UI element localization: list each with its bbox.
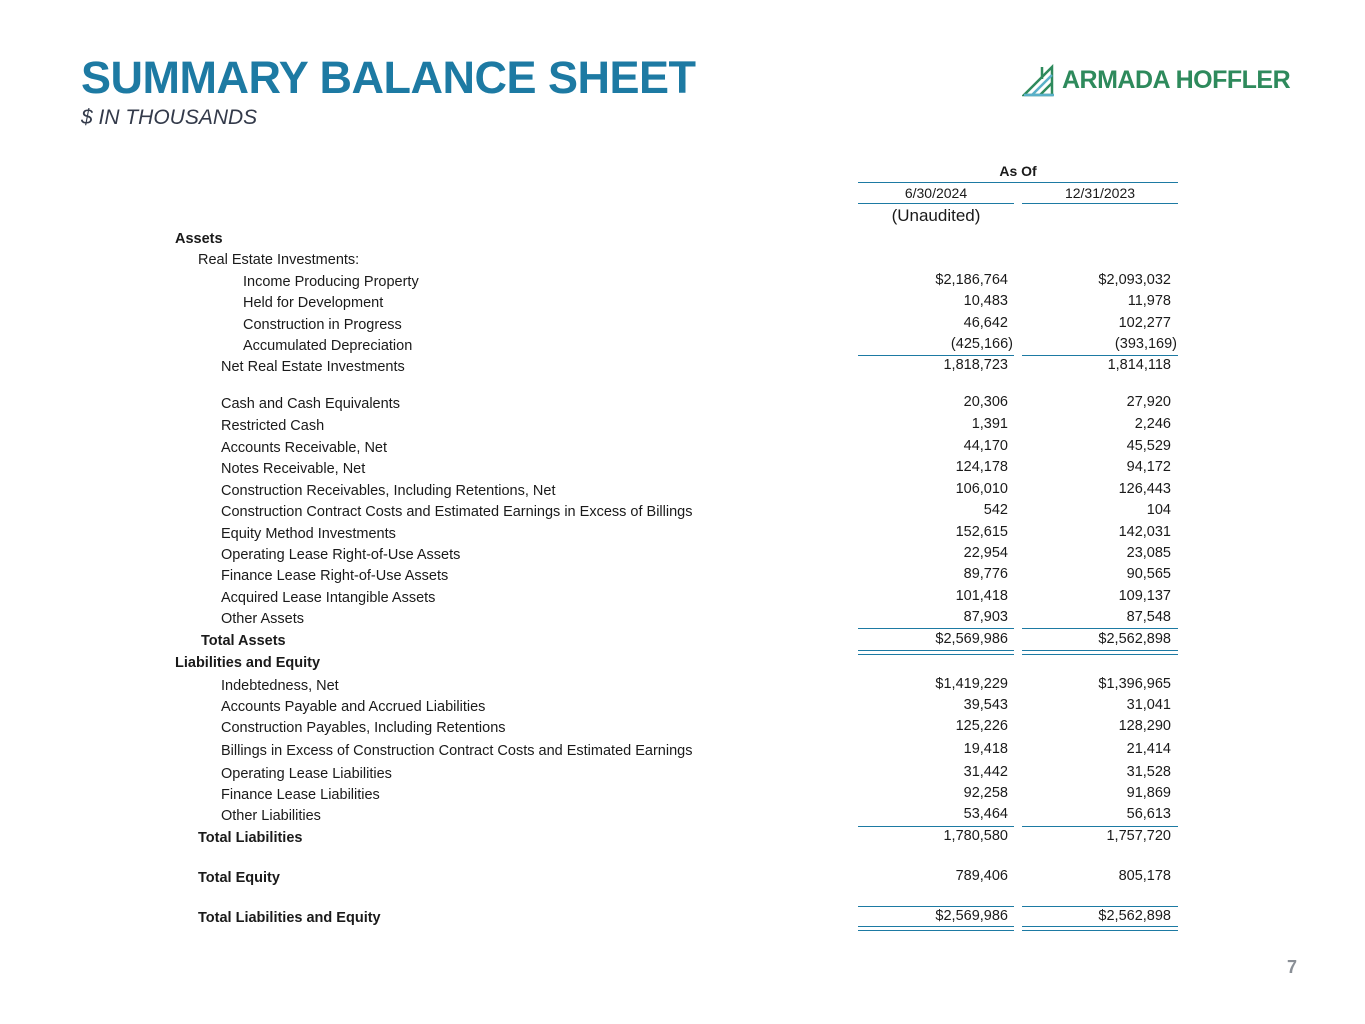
row-label: Accounts Payable and Accrued Liabilities	[221, 699, 486, 715]
column-header-date-2: 12/31/2023	[1064, 185, 1136, 201]
value-current: 46,642	[963, 315, 1008, 331]
value-current: 106,010	[955, 481, 1008, 497]
row-label: Accounts Receivable, Net	[221, 440, 388, 456]
row-label: Total Equity	[198, 870, 280, 886]
value-prior: 126,443	[1118, 481, 1171, 497]
table-row	[0, 830, 1365, 850]
value-current: 22,954	[963, 545, 1008, 561]
value-current: 39,543	[963, 697, 1008, 713]
row-label: Construction Receivables, Including Retentions, Net	[221, 483, 556, 499]
value-current: (425,166)	[950, 336, 1013, 352]
value-prior: 90,565	[1126, 566, 1171, 582]
row-label: Real Estate Investments:	[198, 252, 360, 268]
page-title: SUMMARY BALANCE SHEET	[81, 52, 696, 103]
total-double-rule	[858, 930, 1014, 931]
row-label: Finance Lease Liabilities	[221, 787, 380, 803]
value-current: 152,615	[955, 524, 1008, 540]
value-prior: 27,920	[1126, 394, 1171, 410]
row-label: Income Producing Property	[243, 274, 419, 290]
table-row	[0, 766, 1365, 786]
logo-text: ARMADA HOFFLER	[1062, 65, 1291, 94]
header-rule	[858, 182, 1178, 183]
row-label: Operating Lease Right-of-Use Assets	[221, 547, 461, 563]
page-number: 7	[1286, 957, 1297, 977]
total-double-rule	[858, 650, 1014, 651]
table-row	[0, 655, 1365, 675]
table-row	[0, 590, 1365, 610]
table-row	[0, 720, 1365, 740]
table-row	[0, 678, 1365, 698]
value-prior: 87,548	[1126, 609, 1171, 625]
row-label: Operating Lease Liabilities	[221, 766, 392, 782]
row-label: Total Liabilities	[198, 830, 303, 846]
table-row	[0, 317, 1365, 337]
header-rule-date-2	[1022, 203, 1178, 204]
row-label: Held for Development	[243, 295, 384, 311]
row-label: Assets	[175, 231, 223, 247]
value-current: 542	[983, 502, 1008, 518]
subtotal-rule	[1022, 826, 1178, 827]
table-row	[0, 568, 1365, 588]
value-current: 1,818,723	[943, 357, 1008, 373]
value-current: 44,170	[963, 438, 1008, 454]
row-label: Construction Payables, Including Retentions	[221, 720, 506, 736]
table-row	[0, 547, 1365, 567]
total-double-rule	[1022, 650, 1178, 651]
value-current: 89,776	[963, 566, 1008, 582]
total-double-rule	[1022, 926, 1178, 927]
row-label: Indebtedness, Net	[221, 678, 339, 694]
value-prior: 11,978	[1127, 293, 1171, 309]
row-label: Restricted Cash	[221, 418, 325, 434]
value-prior: 91,869	[1126, 785, 1171, 801]
table-row	[0, 787, 1365, 807]
value-prior: $2,093,032	[1098, 272, 1171, 288]
value-current: 53,464	[963, 806, 1008, 822]
value-prior: (393,169)	[1114, 336, 1177, 352]
row-label: Notes Receivable, Net	[221, 461, 366, 477]
value-current: $1,419,229	[935, 676, 1008, 692]
value-current: 92,258	[963, 785, 1008, 801]
value-current: 1,780,580	[943, 828, 1008, 844]
table-row	[0, 483, 1365, 503]
table-row	[0, 699, 1365, 719]
row-label: Accumulated Depreciation	[243, 338, 413, 354]
value-prior: 1,814,118	[1107, 357, 1171, 373]
value-current: 10,483	[963, 293, 1008, 309]
table-row	[0, 295, 1365, 315]
total-double-rule	[858, 926, 1014, 927]
armada-hoffler-logo-icon	[1022, 63, 1056, 97]
value-prior: 128,290	[1118, 718, 1171, 734]
page-subtitle: $ IN THOUSANDS	[81, 106, 258, 129]
value-prior: 1,757,720	[1106, 828, 1171, 844]
table-row	[0, 504, 1365, 524]
value-prior: 109,137	[1118, 588, 1171, 604]
total-double-rule	[1022, 930, 1178, 931]
unaudited-label: (Unaudited)	[891, 206, 981, 225]
table-row	[0, 396, 1365, 416]
value-current: 31,442	[963, 764, 1008, 780]
table-row	[0, 252, 1365, 272]
subtotal-rule	[858, 906, 1014, 907]
subtotal-rule	[858, 628, 1014, 629]
value-current: 124,178	[955, 459, 1008, 475]
row-label: Other Assets	[221, 611, 305, 627]
company-logo	[1022, 62, 1290, 98]
value-prior: 104	[1146, 502, 1171, 518]
header-rule-date-1	[858, 203, 1014, 204]
value-current: 1,391	[971, 416, 1008, 432]
table-row	[0, 418, 1365, 438]
row-label: Liabilities and Equity	[175, 655, 321, 671]
value-current: $2,186,764	[935, 272, 1008, 288]
value-prior: 142,031	[1118, 524, 1171, 540]
subtotal-rule	[858, 826, 1014, 827]
table-row	[0, 440, 1365, 460]
value-prior: 23,085	[1126, 545, 1171, 561]
row-label: Total Assets	[201, 633, 286, 649]
value-current: $2,569,986	[935, 631, 1008, 647]
value-prior: 45,529	[1126, 438, 1171, 454]
value-prior: 21,414	[1126, 741, 1171, 757]
value-prior: 31,528	[1126, 764, 1171, 780]
value-current: $2,569,986	[935, 908, 1008, 924]
row-label: Equity Method Investments	[221, 526, 396, 542]
subtotal-rule	[858, 355, 1014, 356]
value-prior: 805,178	[1118, 868, 1171, 884]
table-row	[0, 461, 1365, 481]
row-label: Billings in Excess of Construction Contract Costs and Estimated Earnings	[221, 743, 693, 759]
row-label: Net Real Estate Investments	[221, 359, 405, 375]
value-current: 101,418	[955, 588, 1008, 604]
subtotal-rule	[1022, 355, 1178, 356]
value-current: 87,903	[963, 609, 1008, 625]
row-label: Other Liabilities	[221, 808, 321, 824]
value-prior: $1,396,965	[1098, 676, 1171, 692]
row-label: Acquired Lease Intangible Assets	[221, 590, 436, 606]
value-prior: 102,277	[1118, 315, 1171, 331]
table-row	[0, 274, 1365, 294]
row-label: Construction Contract Costs and Estimated Earnings in Excess of Billings	[221, 504, 693, 520]
row-label: Total Liabilities and Equity	[198, 910, 381, 926]
table-row	[0, 743, 1365, 763]
row-label: Construction in Progress	[243, 317, 402, 333]
value-current: 789,406	[955, 868, 1008, 884]
table-row	[0, 808, 1365, 828]
table-row	[0, 910, 1365, 930]
value-current: 20,306	[963, 394, 1008, 410]
value-prior: 56,613	[1126, 806, 1171, 822]
row-label: Cash and Cash Equivalents	[221, 396, 400, 412]
value-prior: $2,562,898	[1098, 908, 1171, 924]
table-row	[0, 231, 1365, 251]
subtotal-rule	[1022, 906, 1178, 907]
row-label: Finance Lease Right-of-Use Assets	[221, 568, 449, 584]
table-row	[0, 526, 1365, 546]
value-current: 125,226	[955, 718, 1008, 734]
value-prior: $2,562,898	[1098, 631, 1171, 647]
value-prior: 94,172	[1126, 459, 1171, 475]
value-prior: 31,041	[1126, 697, 1171, 713]
column-header-date-1: 6/30/2024	[904, 185, 968, 201]
table-row	[0, 870, 1365, 890]
subtotal-rule	[1022, 628, 1178, 629]
as-of-header: As Of	[999, 163, 1037, 179]
table-row	[0, 359, 1365, 379]
value-current: 19,418	[963, 741, 1008, 757]
value-prior: 2,246	[1134, 416, 1171, 432]
